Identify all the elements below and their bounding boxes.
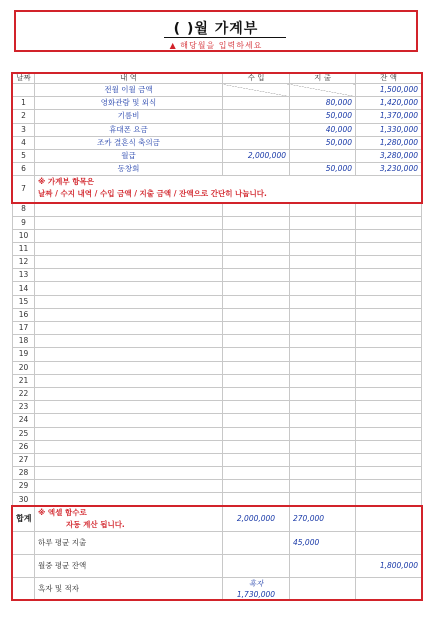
balance-cell[interactable] xyxy=(356,256,422,269)
desc-cell[interactable] xyxy=(35,216,223,229)
income-cell[interactable] xyxy=(223,242,290,255)
expense-cell[interactable]: 80,000 xyxy=(290,97,356,110)
balance-cell[interactable] xyxy=(356,414,422,427)
day-cell[interactable]: 5 xyxy=(13,149,35,162)
header-row xyxy=(13,73,422,84)
desc-cell[interactable] xyxy=(35,282,223,295)
blank-cell xyxy=(223,531,290,554)
balance-cell[interactable] xyxy=(356,242,422,255)
expense-cell[interactable] xyxy=(290,295,356,308)
expense-cell[interactable] xyxy=(290,335,356,348)
table-row xyxy=(13,242,422,255)
income-cell[interactable] xyxy=(223,97,290,110)
table-row xyxy=(13,110,422,123)
total-label: 합계 xyxy=(13,506,35,531)
day-cell[interactable]: 11 xyxy=(13,242,35,255)
day-cell[interactable] xyxy=(13,84,35,97)
balance-cell[interactable]: 1,280,000 xyxy=(356,136,422,149)
balance-cell[interactable] xyxy=(356,216,422,229)
auto-calc-note xyxy=(35,506,223,531)
income-cell[interactable] xyxy=(223,229,290,242)
income-cell[interactable] xyxy=(223,361,290,374)
expense-cell[interactable] xyxy=(290,308,356,321)
expense-cell[interactable] xyxy=(290,229,356,242)
day-cell[interactable]: 27 xyxy=(13,453,35,466)
day-cell[interactable]: 26 xyxy=(13,440,35,453)
balance-cell[interactable]: 1,370,000 xyxy=(356,110,422,123)
auto-calc-note-line2: 자동 계산 됩니다. xyxy=(66,519,125,529)
income-cell[interactable] xyxy=(223,401,290,414)
balance-cell[interactable] xyxy=(356,295,422,308)
expense-cell[interactable] xyxy=(290,256,356,269)
desc-cell[interactable] xyxy=(35,361,223,374)
day-cell[interactable]: 7 xyxy=(13,176,35,203)
guide-note xyxy=(35,176,422,203)
income-cell[interactable] xyxy=(223,295,290,308)
table-row xyxy=(13,414,422,427)
desc-cell[interactable] xyxy=(35,229,223,242)
expense-cell[interactable]: 50,000 xyxy=(290,110,356,123)
table-row xyxy=(13,295,422,308)
expense-cell[interactable] xyxy=(290,348,356,361)
balance-cell[interactable]: 3,280,000 xyxy=(356,149,422,162)
desc-cell[interactable] xyxy=(35,480,223,493)
desc-cell[interactable]: 전월 이월 금액 xyxy=(35,84,223,97)
desc-cell[interactable]: 동창회 xyxy=(35,163,223,176)
balance-cell[interactable] xyxy=(356,427,422,440)
desc-cell[interactable] xyxy=(35,387,223,400)
balance-cell[interactable] xyxy=(356,387,422,400)
table-row xyxy=(13,149,422,162)
balance-cell[interactable] xyxy=(356,322,422,335)
total-income[interactable]: 2,000,000 xyxy=(223,506,290,531)
desc-cell[interactable] xyxy=(35,414,223,427)
table-row xyxy=(13,335,422,348)
expense-cell[interactable]: 50,000 xyxy=(290,136,356,149)
income-cell xyxy=(223,84,290,97)
table-row xyxy=(13,282,422,295)
desc-cell[interactable]: 휴대폰 요금 xyxy=(35,123,223,136)
balance-cell[interactable] xyxy=(356,440,422,453)
income-cell[interactable] xyxy=(223,440,290,453)
income-cell[interactable] xyxy=(223,493,290,506)
income-cell[interactable] xyxy=(223,348,290,361)
desc-cell[interactable] xyxy=(35,348,223,361)
guide-note-line1: ※ 가계부 항목은 xyxy=(38,177,94,187)
desc-cell[interactable] xyxy=(35,401,223,414)
table-row xyxy=(13,308,422,321)
month-instruction: ▲ 해당월을 입력하세요 xyxy=(169,41,263,50)
balance-cell[interactable] xyxy=(356,335,422,348)
balance-cell[interactable] xyxy=(356,348,422,361)
desc-cell[interactable] xyxy=(35,453,223,466)
day-cell[interactable]: 13 xyxy=(13,269,35,282)
blank-cell xyxy=(13,577,35,600)
table-row xyxy=(13,203,422,216)
day-cell[interactable]: 6 xyxy=(13,163,35,176)
income-cell[interactable] xyxy=(223,414,290,427)
table-row xyxy=(13,467,422,480)
expense-cell[interactable] xyxy=(290,453,356,466)
blank-cell xyxy=(13,531,35,554)
day-cell[interactable]: 2 xyxy=(13,110,35,123)
desc-cell[interactable] xyxy=(35,203,223,216)
income-cell[interactable] xyxy=(223,387,290,400)
desc-cell[interactable] xyxy=(35,335,223,348)
balance-cell[interactable] xyxy=(356,374,422,387)
table-row xyxy=(13,322,422,335)
desc-cell[interactable]: 영화관람 및 외식 xyxy=(35,97,223,110)
total-balance[interactable] xyxy=(356,506,422,531)
total-row xyxy=(13,506,422,531)
surplus-row xyxy=(13,577,422,600)
balance-cell[interactable] xyxy=(356,480,422,493)
income-cell[interactable]: 2,000,000 xyxy=(223,149,290,162)
table-row xyxy=(13,401,422,414)
desc-cell[interactable] xyxy=(35,374,223,387)
expense-cell[interactable] xyxy=(290,203,356,216)
expense-cell[interactable] xyxy=(290,414,356,427)
balance-cell[interactable] xyxy=(356,361,422,374)
day-cell[interactable]: 9 xyxy=(13,216,35,229)
auto-calc-note-line1: ※ 엑셀 함수로 xyxy=(38,507,87,517)
desc-cell[interactable] xyxy=(35,467,223,480)
blank-cell xyxy=(290,577,356,600)
daily-average-value[interactable]: 45,000 xyxy=(290,531,356,554)
income-cell[interactable] xyxy=(223,308,290,321)
col-date: 날짜 xyxy=(13,73,35,84)
day-cell[interactable]: 14 xyxy=(13,282,35,295)
table-row xyxy=(13,136,422,149)
total-expense[interactable]: 270,000 xyxy=(290,506,356,531)
day-cell[interactable]: 15 xyxy=(13,295,35,308)
expense-cell[interactable] xyxy=(290,242,356,255)
income-cell[interactable] xyxy=(223,282,290,295)
desc-cell[interactable]: 조카 결혼식 축의금 xyxy=(35,136,223,149)
balance-cell[interactable]: 1,500,000 xyxy=(356,84,422,97)
daily-average-row xyxy=(13,531,422,554)
income-cell[interactable] xyxy=(223,123,290,136)
desc-cell[interactable] xyxy=(35,322,223,335)
table-row-note xyxy=(13,176,422,203)
col-balance: 잔 액 xyxy=(356,73,422,84)
income-cell[interactable] xyxy=(223,136,290,149)
balance-cell[interactable]: 1,420,000 xyxy=(356,97,422,110)
surplus-kind: 흑자 xyxy=(248,578,264,588)
expense-cell[interactable] xyxy=(290,440,356,453)
expense-cell[interactable] xyxy=(290,282,356,295)
day-cell[interactable]: 3 xyxy=(13,123,35,136)
day-cell[interactable]: 23 xyxy=(13,401,35,414)
table-row xyxy=(13,97,422,110)
day-cell[interactable]: 29 xyxy=(13,480,35,493)
desc-cell[interactable] xyxy=(35,308,223,321)
daily-average-label: 하루 평균 지출 xyxy=(35,531,223,554)
title-box xyxy=(14,10,418,52)
expense-cell[interactable] xyxy=(290,493,356,506)
table-row xyxy=(13,163,422,176)
col-expense: 지 출 xyxy=(290,73,356,84)
table-row xyxy=(13,427,422,440)
day-cell[interactable]: 12 xyxy=(13,256,35,269)
income-cell[interactable] xyxy=(223,256,290,269)
blank-cell xyxy=(356,577,422,600)
monthly-average-value[interactable]: 1,800,000 xyxy=(356,554,422,577)
day-cell[interactable]: 20 xyxy=(13,361,35,374)
day-cell[interactable]: 1 xyxy=(13,97,35,110)
income-cell[interactable] xyxy=(223,269,290,282)
expense-cell xyxy=(290,84,356,97)
surplus-label: 흑자 및 적자 xyxy=(35,577,223,600)
balance-cell[interactable] xyxy=(356,467,422,480)
day-cell[interactable]: 19 xyxy=(13,348,35,361)
balance-cell[interactable] xyxy=(356,203,422,216)
blank-cell xyxy=(356,531,422,554)
blank-cell xyxy=(290,554,356,577)
day-cell[interactable]: 10 xyxy=(13,229,35,242)
balance-cell[interactable] xyxy=(356,401,422,414)
day-cell[interactable]: 24 xyxy=(13,414,35,427)
income-cell[interactable] xyxy=(223,335,290,348)
desc-cell[interactable] xyxy=(35,269,223,282)
day-cell[interactable]: 28 xyxy=(13,467,35,480)
table-row xyxy=(13,84,422,97)
table-row xyxy=(13,348,422,361)
expense-cell[interactable]: 40,000 xyxy=(290,123,356,136)
income-cell[interactable] xyxy=(223,374,290,387)
balance-cell[interactable] xyxy=(356,493,422,506)
blank-cell xyxy=(13,554,35,577)
expense-cell[interactable] xyxy=(290,374,356,387)
expense-cell[interactable] xyxy=(290,387,356,400)
desc-cell[interactable]: 월급 xyxy=(35,149,223,162)
day-cell[interactable]: 22 xyxy=(13,387,35,400)
expense-cell[interactable] xyxy=(290,269,356,282)
day-cell[interactable]: 18 xyxy=(13,335,35,348)
expense-cell[interactable] xyxy=(290,401,356,414)
income-cell[interactable] xyxy=(223,203,290,216)
desc-cell[interactable] xyxy=(35,427,223,440)
desc-cell[interactable]: 기름비 xyxy=(35,110,223,123)
table-row xyxy=(13,480,422,493)
income-cell[interactable] xyxy=(223,163,290,176)
expense-cell[interactable] xyxy=(290,361,356,374)
balance-cell[interactable] xyxy=(356,308,422,321)
table-row xyxy=(13,440,422,453)
day-cell[interactable]: 16 xyxy=(13,308,35,321)
col-description: 내 역 xyxy=(35,73,223,84)
income-cell[interactable] xyxy=(223,453,290,466)
balance-cell[interactable]: 1,330,000 xyxy=(356,123,422,136)
table-row xyxy=(13,216,422,229)
table-row xyxy=(13,229,422,242)
table-row xyxy=(13,123,422,136)
surplus-value-cell[interactable] xyxy=(223,577,290,600)
desc-cell[interactable] xyxy=(35,493,223,506)
ledger-table xyxy=(12,72,422,601)
table-row xyxy=(13,453,422,466)
monthly-average-label: 월중 평균 잔액 xyxy=(35,554,223,577)
day-cell[interactable]: 21 xyxy=(13,374,35,387)
day-cell[interactable]: 8 xyxy=(13,203,35,216)
monthly-average-row xyxy=(13,554,422,577)
desc-cell[interactable] xyxy=(35,242,223,255)
expense-cell[interactable] xyxy=(290,322,356,335)
expense-cell[interactable] xyxy=(290,480,356,493)
balance-cell[interactable]: 3,230,000 xyxy=(356,163,422,176)
day-cell[interactable]: 30 xyxy=(13,493,35,506)
guide-note-line2: 날짜 / 수지 내역 / 수입 금액 / 지출 금액 / 잔액으로 간단히 나눕니다. xyxy=(38,189,267,199)
income-cell[interactable] xyxy=(223,427,290,440)
balance-cell[interactable] xyxy=(356,453,422,466)
page-title: ( )월 가계부 xyxy=(173,21,259,37)
desc-cell[interactable] xyxy=(35,256,223,269)
income-cell[interactable] xyxy=(223,480,290,493)
expense-cell[interactable] xyxy=(290,216,356,229)
table-row xyxy=(13,387,422,400)
income-cell[interactable] xyxy=(223,216,290,229)
day-cell[interactable]: 17 xyxy=(13,322,35,335)
income-cell[interactable] xyxy=(223,322,290,335)
balance-cell[interactable] xyxy=(356,229,422,242)
expense-cell[interactable] xyxy=(290,467,356,480)
day-cell[interactable]: 4 xyxy=(13,136,35,149)
surplus-value: 1,730,000 xyxy=(236,589,276,599)
table-row xyxy=(13,361,422,374)
table-row xyxy=(13,493,422,506)
table-row xyxy=(13,256,422,269)
balance-cell[interactable] xyxy=(356,282,422,295)
table-row xyxy=(13,269,422,282)
expense-cell[interactable] xyxy=(290,149,356,162)
title-underline xyxy=(164,37,286,38)
col-income: 수 입 xyxy=(223,73,290,84)
income-cell[interactable] xyxy=(223,467,290,480)
income-cell[interactable] xyxy=(223,110,290,123)
balance-cell[interactable] xyxy=(356,269,422,282)
day-cell[interactable]: 25 xyxy=(13,427,35,440)
desc-cell[interactable] xyxy=(35,440,223,453)
blank-cell xyxy=(223,554,290,577)
expense-cell[interactable]: 50,000 xyxy=(290,163,356,176)
table-row xyxy=(13,374,422,387)
expense-cell[interactable] xyxy=(290,427,356,440)
desc-cell[interactable] xyxy=(35,295,223,308)
